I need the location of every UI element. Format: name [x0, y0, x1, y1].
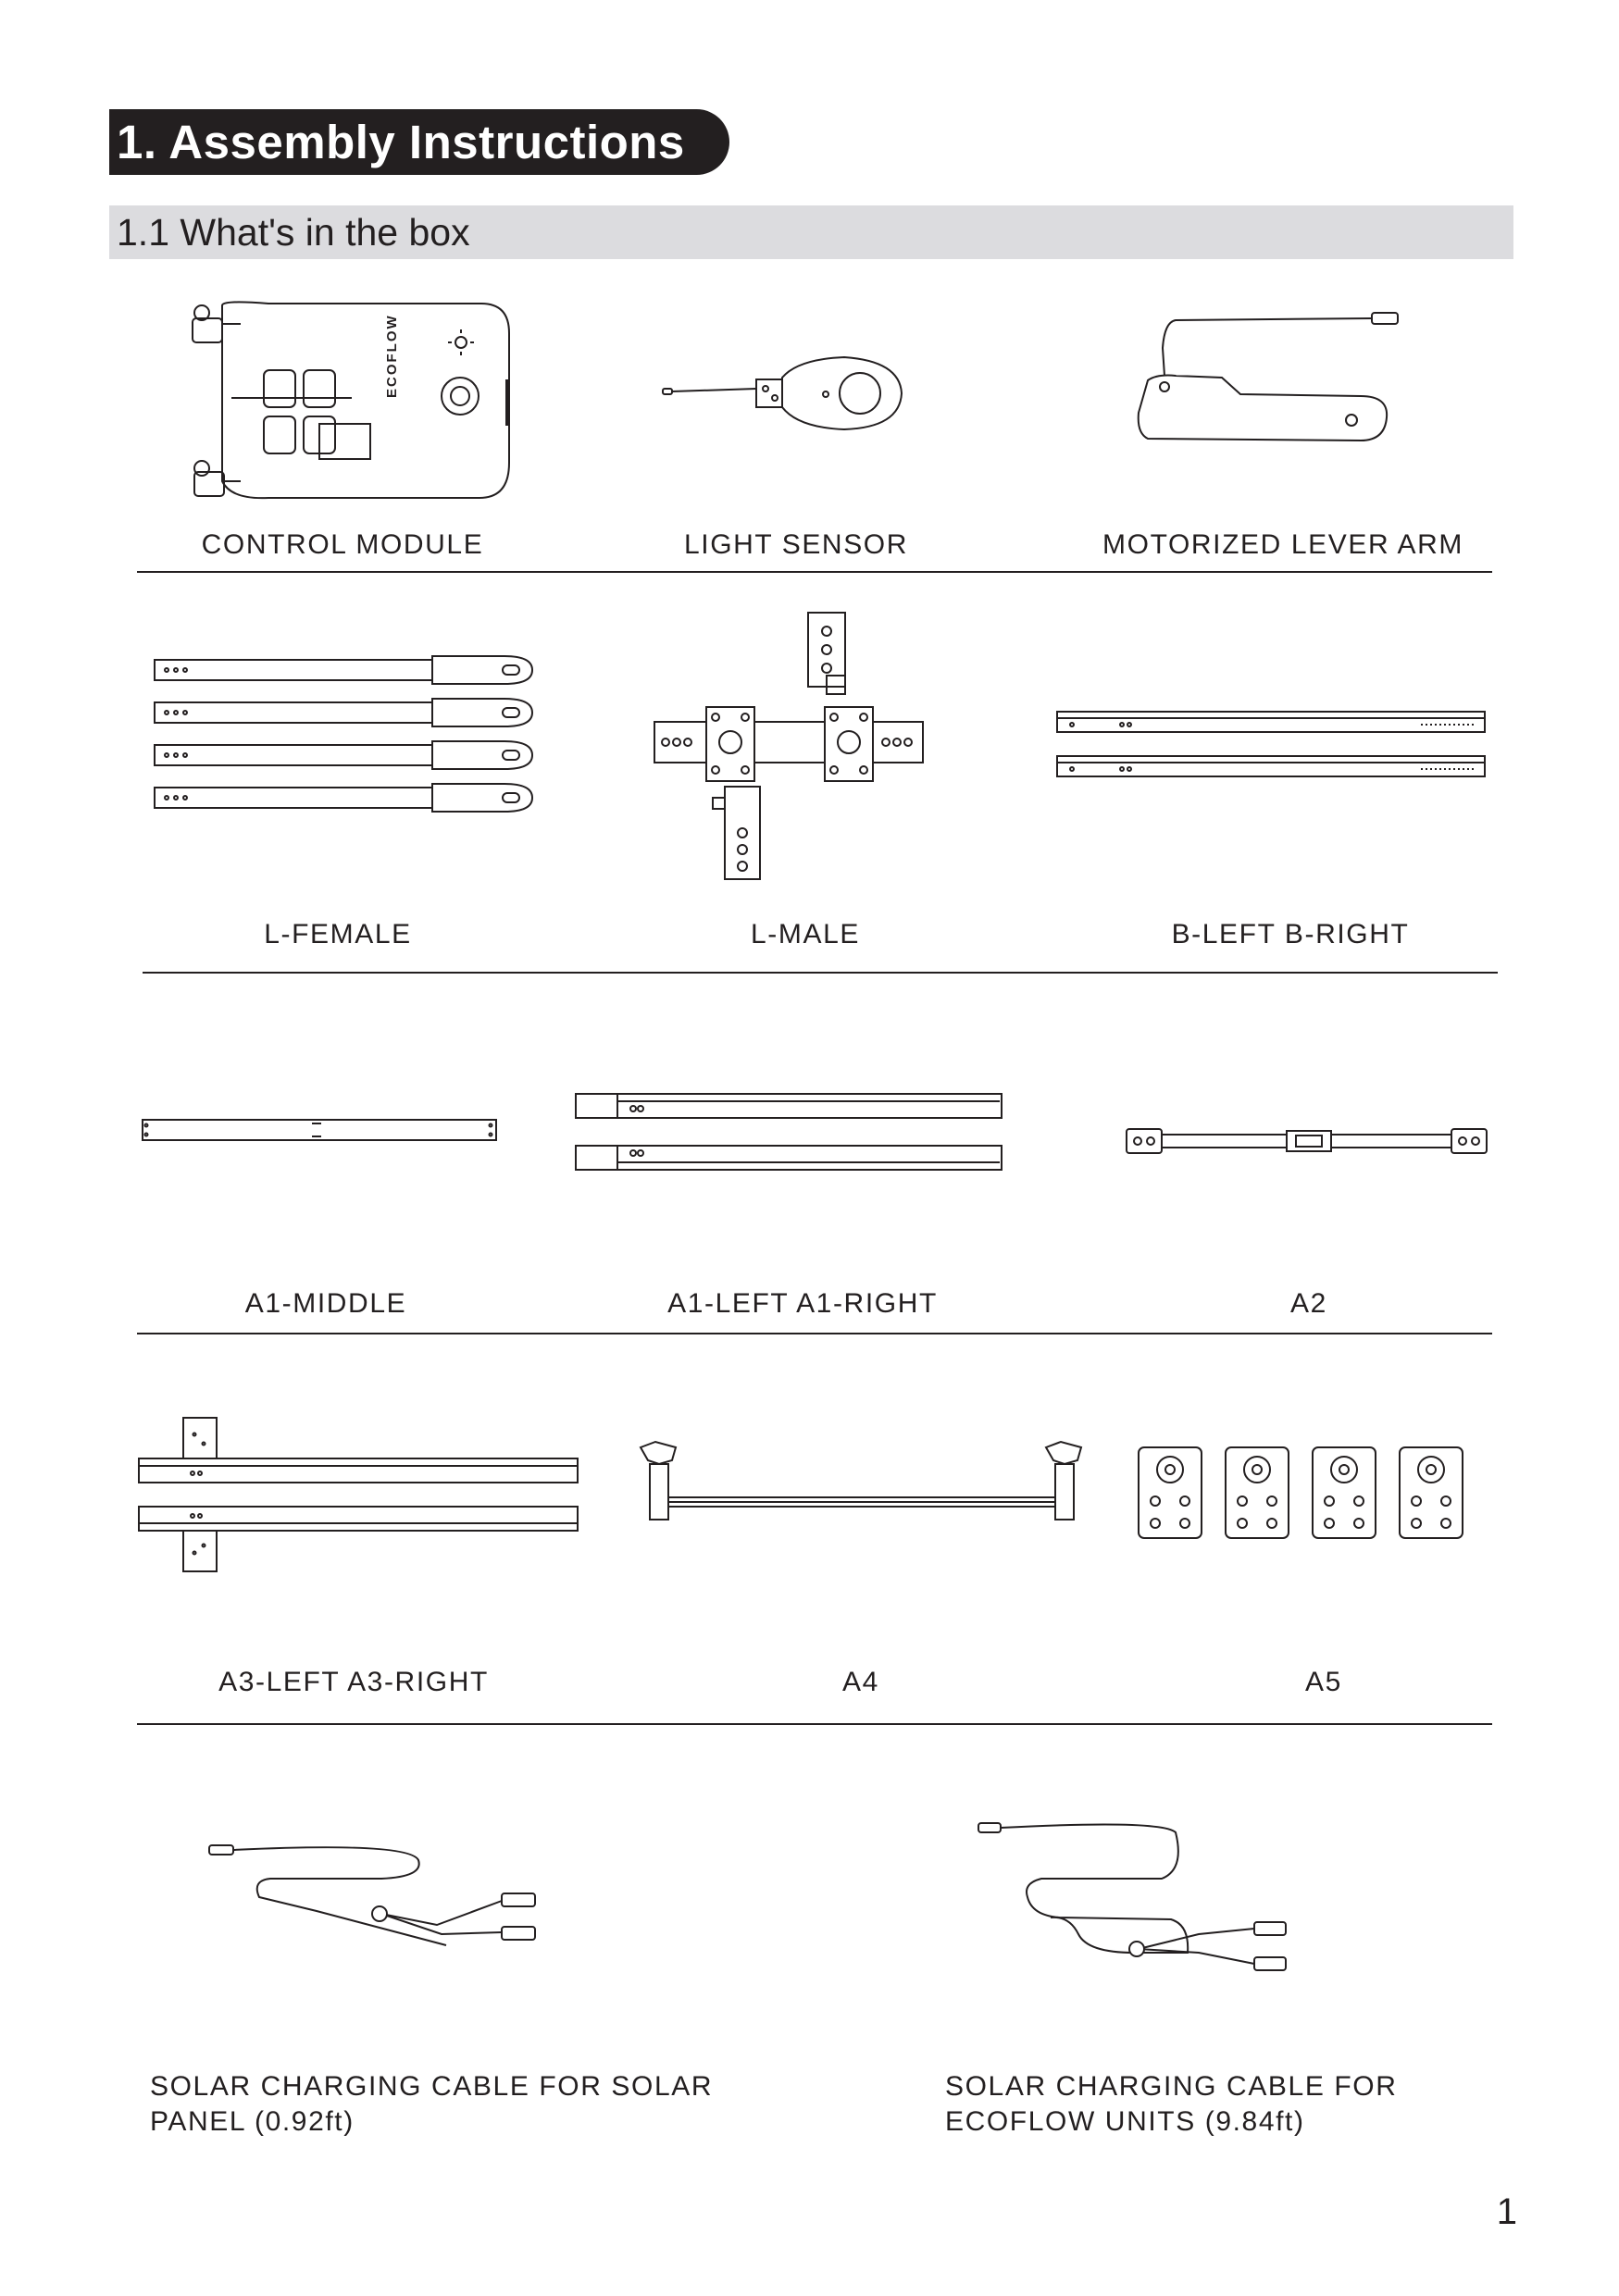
- subsection-title: 1.1 What's in the box: [117, 211, 470, 254]
- label-solar-panel-cable-line2: PANEL (0.92ft): [150, 2106, 355, 2137]
- divider-row-3: [137, 1333, 1492, 1334]
- a4-illustration: [639, 1440, 1083, 1523]
- section-title: 1. Assembly Instructions: [117, 116, 685, 168]
- label-l-female: L-FEMALE: [264, 919, 412, 949]
- label-ecoflow-units-cable-line2: ECOFLOW UNITS (9.84ft): [945, 2106, 1305, 2137]
- ecoflow-logo-text: ECOFLOW: [384, 314, 400, 398]
- label-ecoflow-units-cable-line1: SOLAR CHARGING CABLE FOR: [945, 2071, 1398, 2102]
- divider-row-2: [143, 972, 1498, 974]
- label-control-module: CONTROL MODULE: [201, 529, 484, 560]
- motorized-lever-arm-illustration: [1129, 311, 1407, 450]
- label-a5: A5: [1305, 1667, 1342, 1697]
- label-a1-left-right: A1-LEFT A1-RIGHT: [667, 1288, 938, 1319]
- label-b-left-right: B-LEFT B-RIGHT: [1171, 919, 1410, 949]
- b-left-right-illustration: [1055, 708, 1490, 782]
- divider-row-1: [137, 571, 1492, 573]
- a1-middle-illustration: [141, 1116, 498, 1144]
- light-sensor-illustration: [659, 352, 909, 435]
- label-l-male: L-MALE: [751, 919, 860, 949]
- label-a3-left-right: A3-LEFT A3-RIGHT: [218, 1667, 489, 1697]
- a3-left-right-illustration: [137, 1416, 581, 1573]
- label-a4: A4: [842, 1667, 879, 1697]
- l-female-illustration: [153, 652, 542, 819]
- a1-left-right-illustration: [574, 1090, 1004, 1173]
- a2-illustration: [1125, 1127, 1490, 1155]
- control-module-illustration: [185, 296, 518, 509]
- label-light-sensor: LIGHT SENSOR: [683, 529, 909, 560]
- ecoflow-units-cable-illustration: [977, 1814, 1310, 1990]
- label-solar-panel-cable-line1: SOLAR CHARGING CABLE FOR SOLAR: [150, 2071, 714, 2102]
- label-a2: A2: [1290, 1288, 1327, 1319]
- solar-panel-cable-illustration: [205, 1842, 548, 1962]
- l-male-illustration: [653, 611, 930, 879]
- page-number: 1: [1496, 2191, 1517, 2232]
- label-a1-middle: A1-MIDDLE: [244, 1288, 407, 1319]
- divider-row-4: [137, 1723, 1492, 1725]
- label-motorized-lever-arm: MOTORIZED LEVER ARM: [1102, 529, 1463, 560]
- a5-illustration: [1137, 1446, 1470, 1542]
